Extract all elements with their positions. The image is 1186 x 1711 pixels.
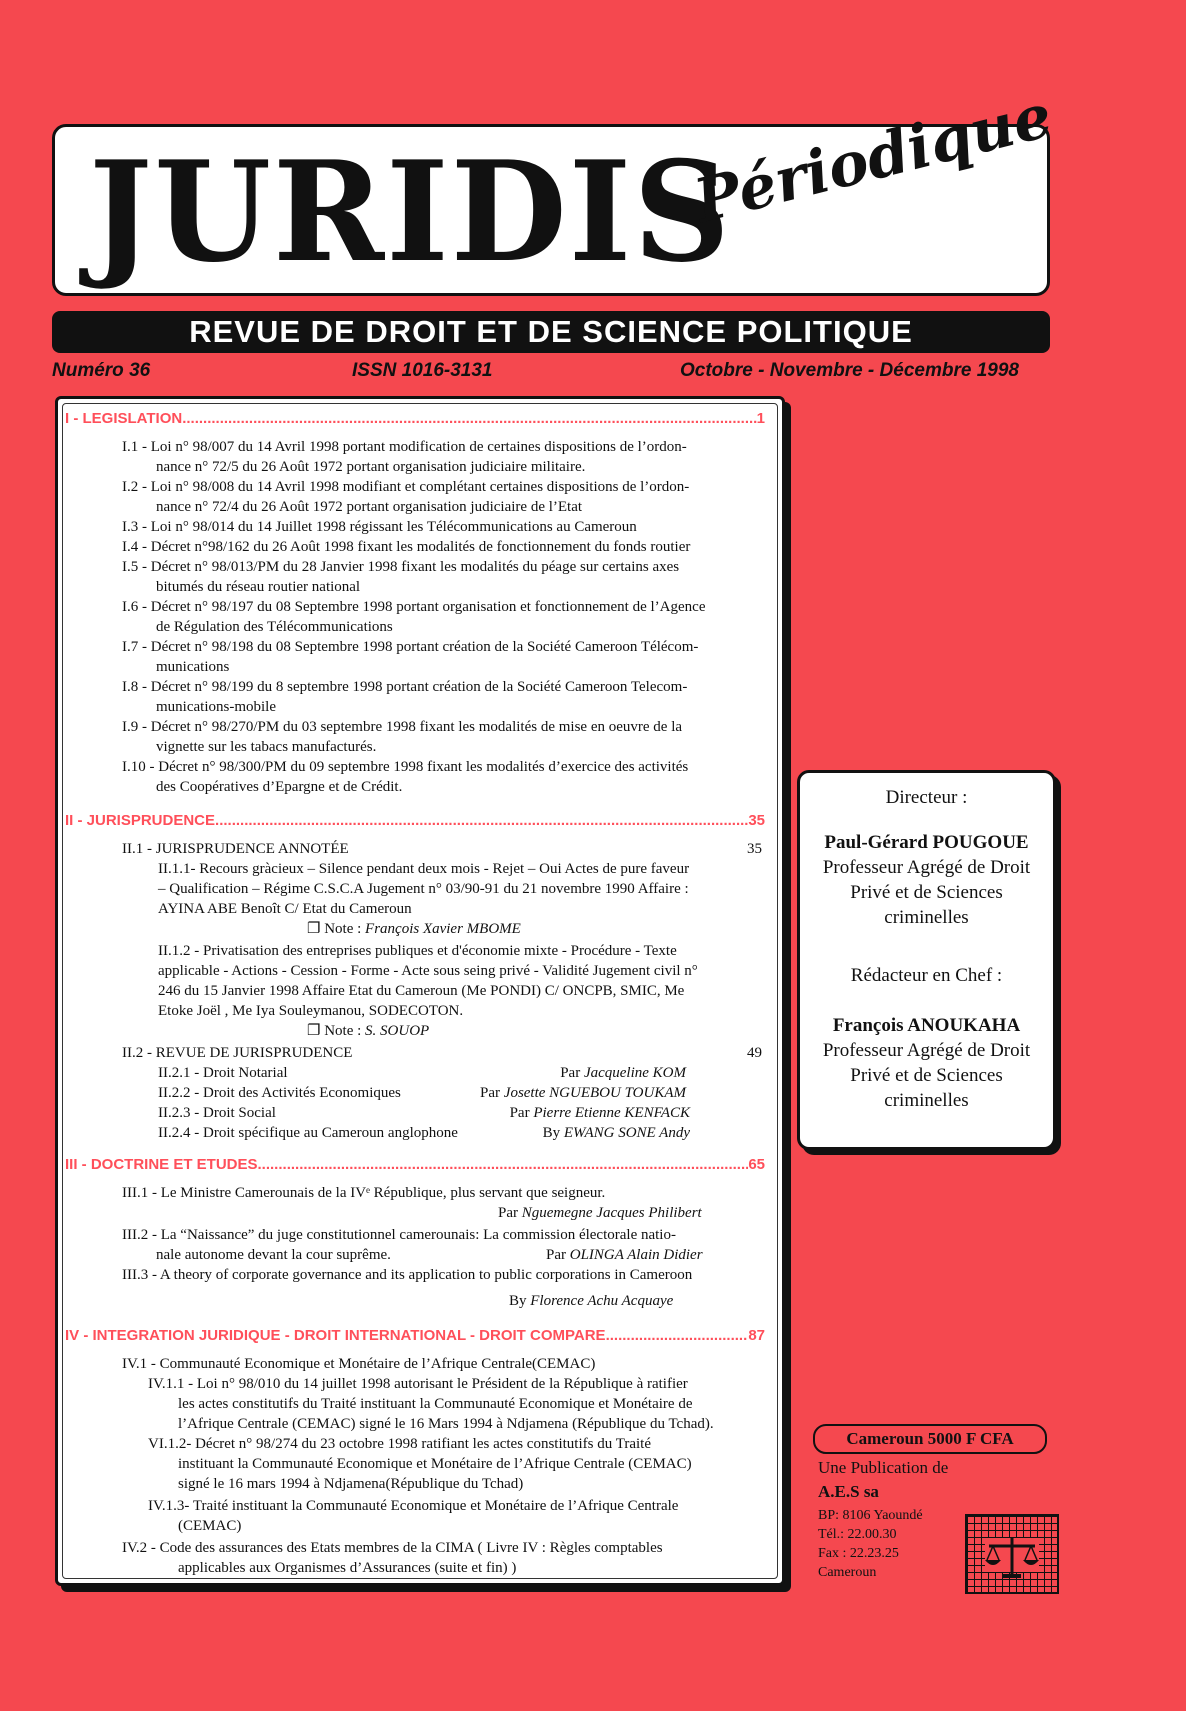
journal-subtitle: Périodique <box>688 80 1059 237</box>
list-item: des Coopératives d’Epargne et de Crédit. <box>156 779 403 795</box>
toc-section-integration[interactable]: IV - INTEGRATION JURIDIQUE - DROIT INTERNATIONAL - DROIT COMPARE ..... 87 <box>65 1327 765 1344</box>
author-line: By Florence Achu Acquaye <box>509 1293 674 1309</box>
toc-section-legislation[interactable]: I - LEGISLATION ..... 1 <box>65 410 765 427</box>
price-badge: Cameroun 5000 F CFA <box>813 1424 1047 1454</box>
issue-number: Numéro 36 <box>52 360 151 381</box>
scales-icon <box>967 1516 1057 1592</box>
author-line: Par OLINGA Alain Didier <box>546 1247 703 1263</box>
list-item[interactable]: II.2 - REVUE DE JURISPRUDENCE 49 <box>122 1045 762 1061</box>
list-item[interactable]: IV.1.1 - Loi n° 98/010 du 14 juillet 1998 autorisant le Président de la République à ratifier <box>148 1376 688 1392</box>
list-item: (CEMAC) <box>178 1518 242 1534</box>
editor-title: criminelles <box>884 1090 969 1111</box>
list-item[interactable]: IV.1 - Communauté Economique et Monétaire de l’Afrique Centrale(CEMAC) <box>122 1356 596 1372</box>
list-item: applicables aux Organismes d’Assurances (suite et fin) ) <box>178 1560 517 1576</box>
list-item[interactable]: III.1 - Le Ministre Camerounais de la IVᵉ République, plus servant que seigneur. <box>122 1185 606 1201</box>
list-item: 246 du 15 Janvier 1998 Affaire Etat du Cameroun (Me PONDI) C/ ONCPB, SMIC, Me <box>158 983 685 999</box>
list-item[interactable]: II.2.3 - Droit Social Par Pierre Etienne KENFACK <box>158 1105 690 1121</box>
publisher-line: Une Publication de <box>818 1458 949 1477</box>
list-item: Etoke Joël , Me Iya Souleymanou, SODECOTON. <box>158 1003 464 1019</box>
publisher-country: Cameroun <box>818 1565 877 1580</box>
list-item: AYINA ABE Benoît C/ Etat du Cameroun <box>158 901 412 917</box>
list-item: bitumés du réseau routier national <box>156 579 361 595</box>
editor-title: Privé et de Sciences <box>850 1065 1003 1086</box>
note-line: ❐ Note : François Xavier MBOME <box>307 921 521 937</box>
list-item[interactable]: II.1.1- Recours gràcieux – Silence pendant deux mois - Rejet – Oui Actes de pure faveur <box>158 861 690 877</box>
list-item[interactable]: I.8 - Décret n° 98/199 du 8 septembre 1998 portant création de la Société Cameroon Telecom- <box>122 679 688 695</box>
director-label: Directeur : <box>885 787 968 808</box>
masthead <box>52 80 1059 296</box>
list-item: munications <box>156 659 230 675</box>
list-item[interactable]: I.9 - Décret n° 98/270/PM du 03 septembre 1998 fixant les modalités de mise en oeuvre de la <box>122 719 683 735</box>
author-line: Par Nguemegne Jacques Philibert <box>498 1205 702 1221</box>
director-title: Privé et de Sciences <box>850 882 1003 903</box>
list-item: munications-mobile <box>156 699 276 715</box>
director-title: criminelles <box>884 907 969 928</box>
editor-name: François ANOUKAHA <box>832 1015 1021 1036</box>
list-item: de Régulation des Télécommunications <box>156 619 393 635</box>
list-item[interactable]: III.2 - La “Naissance” du juge constitutionnel camerounais: La commission électorale natio- <box>122 1227 676 1243</box>
director-title: Professeur Agrégé de Droit <box>822 857 1031 878</box>
publisher-name: A.E.S sa <box>818 1482 879 1501</box>
list-item[interactable]: I.7 - Décret n° 98/198 du 08 Septembre 1998 portant création de la Société Cameroon Télécom- <box>122 639 699 655</box>
director-name: Paul-Gérard POUGOUE <box>824 832 1029 853</box>
list-item[interactable]: I.1 - Loi n° 98/007 du 14 Avril 1998 portant modification de certaines dispositions de l’ordon- <box>122 439 687 455</box>
toc-section-doctrine[interactable]: III - DOCTRINE ET ETUDES ..... 65 <box>65 1156 765 1173</box>
list-item[interactable]: II.2.4 - Droit spécifique au Cameroun anglophone By EWANG SONE Andy <box>158 1125 690 1141</box>
list-item[interactable]: II.2.2 - Droit des Activités Economiques Par Josette NGUEBOU TOUKAM <box>158 1085 686 1101</box>
journal-banner: REVUE DE DROIT ET DE SCIENCE POLITIQUE <box>52 311 1050 353</box>
list-item: signé le 16 mars 1994 à Ndjamena(République du Tchad) <box>178 1476 524 1492</box>
list-item: nale autonome devant la cour suprême. <box>156 1247 391 1263</box>
list-item[interactable]: I.6 - Décret n° 98/197 du 08 Septembre 1998 portant organisation et fonctionnement de l’Agence <box>122 599 706 615</box>
note-line: ❐ Note : S. SOUOP <box>307 1023 430 1039</box>
list-item[interactable]: II.2.1 - Droit Notarial Par Jacqueline KOM <box>158 1065 686 1081</box>
list-item[interactable]: II.1 - JURISPRUDENCE ANNOTÉE 35 <box>122 841 762 857</box>
list-item[interactable]: III.3 - A theory of corporate governance and its application to public corporations in Cameroon <box>122 1267 693 1283</box>
list-item[interactable]: I.5 - Décret n° 98/013/PM du 28 Janvier 1998 fixant les modalités du péage sur certains axes <box>122 559 680 575</box>
list-item[interactable]: I.2 - Loi n° 98/008 du 14 Avril 1998 modifiant et complétant certaines dispositions de l’ordon- <box>122 479 690 495</box>
list-item: – Qualification – Régime C.S.C.A Jugement n° 03/90-91 du 21 novembre 1990 Affaire : <box>158 881 689 897</box>
editor-title: Professeur Agrégé de Droit <box>822 1040 1031 1061</box>
list-item: vignette sur les tabacs manufacturés. <box>156 739 377 755</box>
list-item: applicable - Actions - Cession - Forme - Acte sous seing privé - Validité Jugement civil n° <box>158 963 698 979</box>
list-item[interactable]: VI.1.2- Décret n° 98/274 du 23 octobre 1998 ratifiant les actes constitutifs du Traité <box>148 1436 651 1452</box>
direction-box <box>797 770 1056 1150</box>
list-item[interactable]: IV.1.3- Traité instituant la Communauté Economique et Monétaire de l’Afrique Centrale <box>148 1498 679 1514</box>
publisher-bp: BP: 8106 Yaoundé <box>818 1508 923 1523</box>
publisher-logo <box>965 1514 1059 1594</box>
toc-section-jurisprudence[interactable]: II - JURISPRUDENCE ..... 35 <box>65 812 765 829</box>
publisher-fax: Fax : 22.23.25 <box>818 1546 899 1561</box>
list-item[interactable]: IV.2 - Code des assurances des Etats membres de la CIMA ( Livre IV : Règles comptables <box>122 1540 663 1556</box>
list-item: les actes constitutifs du Traité instituant la Communauté Economique et Monétaire de <box>178 1396 693 1412</box>
list-item: instituant la Communauté Economique et Monétaire de l’Afrique Centrale (CEMAC) <box>178 1456 692 1472</box>
list-item[interactable]: I.10 - Décret n° 98/300/PM du 09 septembre 1998 fixant les modalités d’exercice des activités <box>122 759 689 775</box>
list-item: nance n° 72/4 du 26 Août 1972 portant organisation judiciaire de l’Etat <box>156 499 583 515</box>
issue-date: Octobre - Novembre - Décembre 1998 <box>680 360 1019 381</box>
table-of-contents <box>55 396 785 1586</box>
list-item[interactable]: I.4 - Décret n°98/162 du 26 Août 1998 fixant les modalités de fonctionnement du fonds routier <box>122 539 691 555</box>
issn: ISSN 1016-3131 <box>352 360 493 381</box>
list-item: nance n° 72/5 du 26 Août 1972 portant organisation judiciaire militaire. <box>156 459 586 475</box>
journal-title: JURIDIS <box>89 130 732 293</box>
list-item: l’Afrique Centrale (CEMAC) signé le 16 Mars 1994 à Ndjamena (République du Tchad). <box>178 1416 714 1432</box>
editor-label: Rédacteur en Chef : <box>850 965 1003 986</box>
list-item[interactable]: II.1.2 - Privatisation des entreprises publiques et d'économie mixte - Procédure - Texte <box>158 943 677 959</box>
list-item[interactable]: I.3 - Loi n° 98/014 du 14 Juillet 1998 régissant les Télécommunications au Cameroun <box>122 519 637 535</box>
publisher-tel: Tél.: 22.00.30 <box>818 1527 897 1542</box>
